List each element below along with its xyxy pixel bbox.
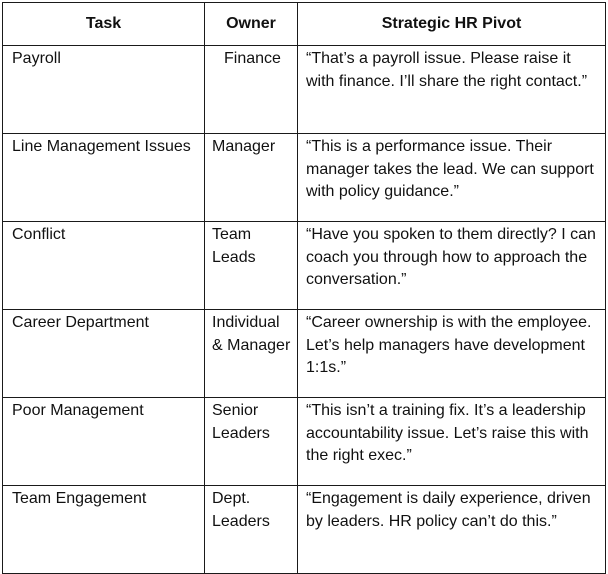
task-cell: Conflict bbox=[3, 222, 205, 310]
pivot-cell: “Career ownership is with the employee. Let’s help managers have development 1:1s.” bbox=[298, 310, 606, 398]
owner-cell: Team Leads bbox=[205, 222, 298, 310]
pivot-cell: “This isn’t a training fix. It’s a leadership accountability issue. Let’s raise this with the right exec.” bbox=[298, 398, 606, 486]
table-row bbox=[3, 222, 606, 310]
header-row bbox=[3, 3, 606, 46]
table-row bbox=[3, 310, 606, 398]
table-row bbox=[3, 486, 606, 574]
task-cell: Career Department bbox=[3, 310, 205, 398]
pivot-cell: “Have you spoken to them directly? I can coach you through how to approach the conversation.” bbox=[298, 222, 606, 310]
table-row bbox=[3, 398, 606, 486]
table-row bbox=[3, 46, 606, 134]
task-cell: Team Engagement bbox=[3, 486, 205, 574]
owner-cell: Senior Leaders bbox=[205, 398, 298, 486]
task-cell: Line Management Issues bbox=[3, 134, 205, 222]
hr-responsibility-table bbox=[2, 2, 606, 574]
pivot-cell: “This is a performance issue. Their manager takes the lead. We can support with policy guidance.” bbox=[298, 134, 606, 222]
pivot-cell: “Engagement is daily experience, driven by leaders. HR policy can’t do this.” bbox=[298, 486, 606, 574]
header-owner: Owner bbox=[205, 3, 298, 46]
table-row bbox=[3, 134, 606, 222]
owner-cell: Manager bbox=[205, 134, 298, 222]
task-cell: Payroll bbox=[3, 46, 205, 134]
header-task: Task bbox=[3, 3, 205, 46]
owner-cell: Finance bbox=[205, 46, 298, 134]
task-cell: Poor Management bbox=[3, 398, 205, 486]
owner-cell: Dept. Leaders bbox=[205, 486, 298, 574]
owner-cell: Individual & Manager bbox=[205, 310, 298, 398]
pivot-cell: “That’s a payroll issue. Please raise it with finance. I’ll share the right contact.” bbox=[298, 46, 606, 134]
header-strategic-hr-pivot: Strategic HR Pivot bbox=[298, 3, 606, 46]
